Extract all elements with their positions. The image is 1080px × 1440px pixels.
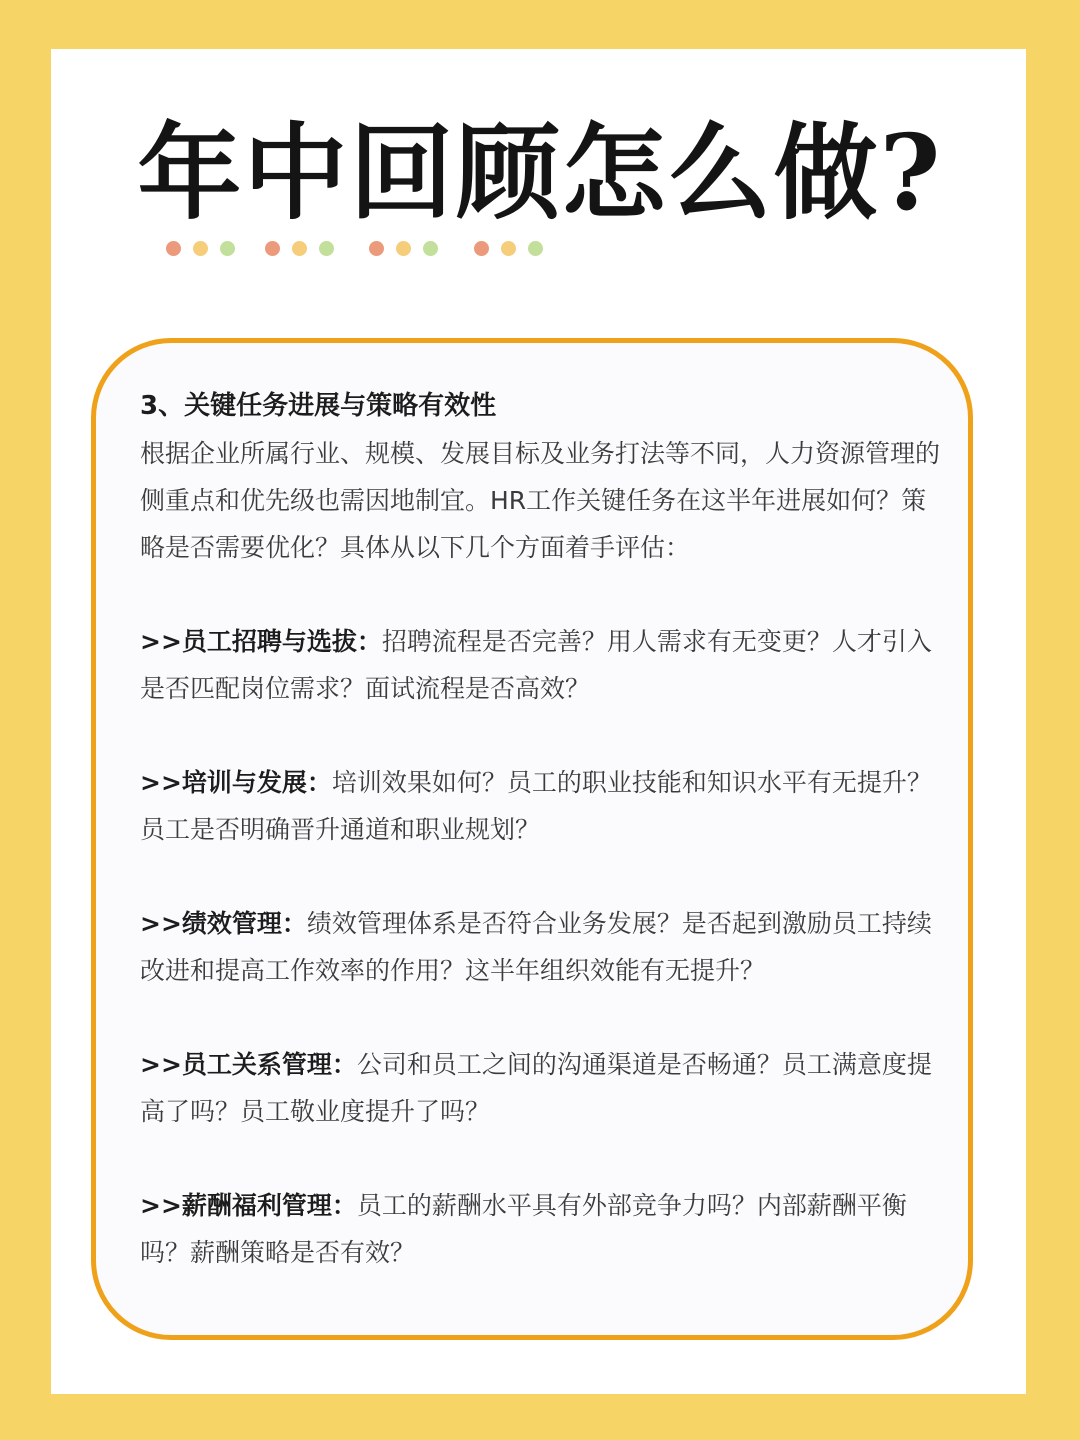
item-text: 公司和员工之间的沟通渠道是否畅通？员工满意度提高了吗？员工敬业度提升了吗？ xyxy=(140,1050,932,1126)
item-compensation xyxy=(140,1182,940,1276)
decorative-dot xyxy=(292,241,307,256)
decorative-dot xyxy=(193,241,208,256)
item-text: 绩效管理体系是否符合业务发展？是否起到激励员工持续改进和提高工作效率的作用？这半年组织效能有无提升？ xyxy=(140,909,932,985)
decorative-dot xyxy=(396,241,411,256)
page-title: 年中回顾怎么做? xyxy=(137,111,943,234)
item-text: 招聘流程是否完善？用人需求有无变更？人才引入是否匹配岗位需求？面试流程是否高效？ xyxy=(140,627,932,703)
item-label: >>培训与发展： xyxy=(140,768,332,797)
decorative-dot xyxy=(474,241,489,256)
item-recruitment xyxy=(140,618,940,712)
item-performance xyxy=(140,900,940,994)
item-text: 员工的薪酬水平具有外部竞争力吗？内部薪酬平衡吗？薪酬策略是否有效？ xyxy=(140,1191,907,1267)
decorative-dot xyxy=(528,241,543,256)
item-label: >>绩效管理： xyxy=(140,909,307,938)
item-text: 培训效果如何？员工的职业技能和知识水平有无提升？员工是否明确晋升通道和职业规划？ xyxy=(140,768,932,844)
decorative-dot xyxy=(423,241,438,256)
decorative-dot xyxy=(220,241,235,256)
item-employee-relations xyxy=(140,1041,940,1135)
item-label: >>薪酬福利管理： xyxy=(140,1191,357,1220)
decorative-dot xyxy=(166,241,181,256)
item-training xyxy=(140,759,940,853)
decorative-dots xyxy=(0,241,1080,257)
section-heading: 3、关键任务进展与策略有效性 xyxy=(140,391,497,421)
decorative-dot xyxy=(319,241,334,256)
decorative-dot xyxy=(369,241,384,256)
item-label: >>员工招聘与选拔： xyxy=(140,627,382,656)
item-label: >>员工关系管理： xyxy=(140,1050,357,1079)
card-content xyxy=(140,383,940,1276)
decorative-dot xyxy=(501,241,516,256)
section-intro: 根据企业所属行业、规模、发展目标及业务打法等不同，人力资源管理的侧重点和优先级也需因地制宜。HR工作关键任务在这半年进展如何？策略是否需要优化？具体从以下几个方面着手评估： xyxy=(140,439,941,562)
decorative-dot xyxy=(265,241,280,256)
